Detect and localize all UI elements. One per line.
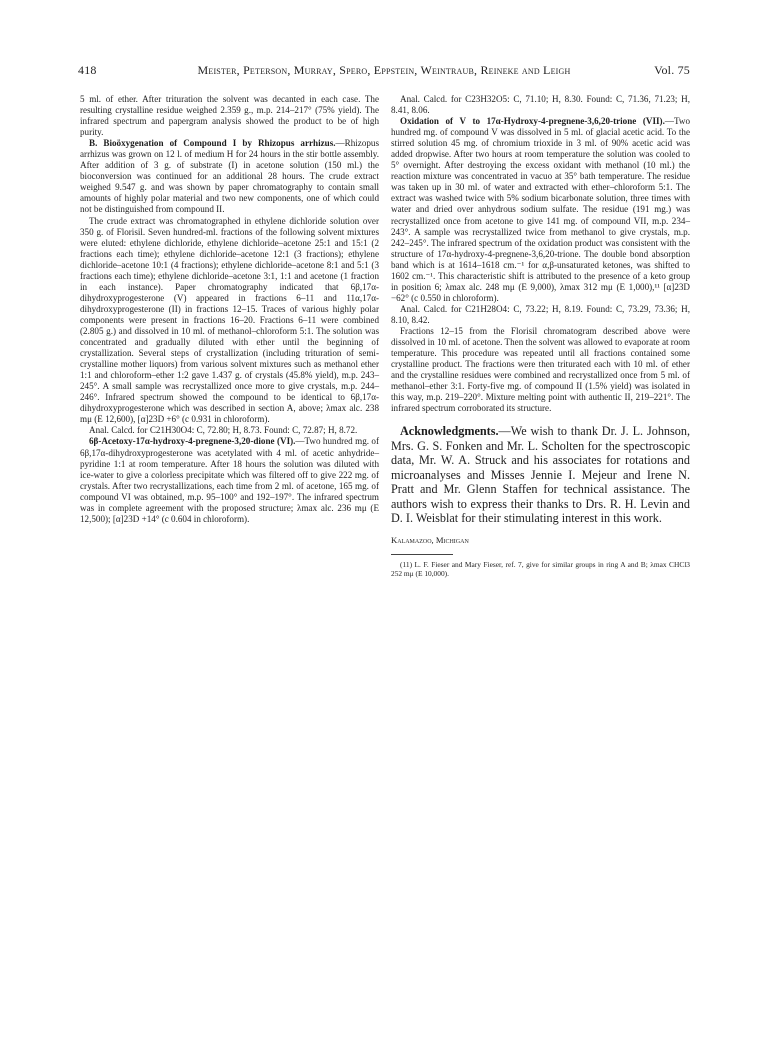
paragraph-biooxygenation [80, 138, 379, 215]
section-heading-biooxygenation: B. Bioöxygenation of Compound I by Rhizopus arrhizus. [89, 138, 336, 149]
volume-number: Vol. 75 [654, 63, 690, 77]
acetoxy-body: —Two hundred mg. of 6β,17α-dihydroxyprogesterone was acetylated with 4 ml. of acetic anhydride–pyridine 1:1 at room temperature. After 18 hours the solution was diluted with ice-water to give a colorless precipitate which was filtered off to give 222 mg. of crystals. After two recrystallizations, each time from 2 ml. of acetone, 165 mg. of compound VI was obtained, m.p. 95–100° and 192–197°. The infrared spectrum was in complete agreement with the proposed structure; λmax alc. 236 mμ (E 12,500); [α]23D +14° (c 0.604 in chloroform). [80, 436, 379, 524]
paragraph-analysis-vi: Anal. Calcd. for C23H32O5: C, 71.10; H, 8.30. Found: C, 71.36, 71.23; H, 8.41, 8.06. [391, 94, 690, 116]
acknowledgments-heading: Acknowledgments. [400, 424, 499, 439]
left-column [80, 94, 379, 525]
paragraph-analysis-vii: Anal. Calcd. for C21H28O4: C, 73.22; H, 8.19. Found: C, 73.29, 73.36; H, 8.10, 8.42. [391, 303, 690, 325]
acknowledgments [391, 424, 690, 526]
running-header [78, 63, 690, 79]
footnote-rule [391, 554, 453, 555]
paragraph-oxidation [391, 116, 690, 304]
paragraph-chromatography: The crude extract was chromatographed in ethylene dichloride solution over 350 g. of Florisil. Seven hundred-ml. fractions of the following solvent mixtures were eluted: ethylene dichloride, ethylene dichloride–acetone 25:1 and 15:1 (2 fractions each time); ethylene dichloride–acetone 12:1 (3 fractions); ethylene dichloride–acetone 10:1 (4 fractions); ethylene dichloride–acetone 8:1 and 5:1 (3 fractions each time); ethylene dichloride–acetone 3:1, 1:1 and acetone (1 fraction in each instance). Paper chromatography indicated that 6β,17α-dihydroxyprogesterone (V) appeared in fractions 6–11 and 11α,17α-dihydroxyprogesterone (II) in fractions 12–15. Traces of various highly polar components were present in fractions 16–20. Fractions 6–11 were combined (2.805 g.) and dissolved in 10 ml. of methanol–chloroform 5:1. The solution was concentrated and gradually diluted with ether until the beginning of crystallization. Several steps of crystallization (including trituration of semi-crystalline mother liquors) from various solvent mixtures such as methanol ether 1:1 and chloroform–ether 1:2 gave 1.437 g. of crystals (45.8% yield), m.p. 243–245°. A small sample was recrystallized once more to give crystals, m.p. 244–246°. Infrared spectrum showed the compound to be identical to 6β,17α-dihydroxyprogesterone which was described in section A, above; λmax alc. 238 mμ (E 12,600), [α]23D +6° (c 0.931 in chloroform). [80, 215, 379, 425]
oxidation-body: —Two hundred mg. of compound V was dissolved in 5 ml. of glacial acetic acid. To the stirred solution 45 mg. of chromium trioxide in 3 ml. of 90% acetic acid was added dropwise. After two hours at room temperature the solution was cooled to 5° overnight. After destroying the excess oxidant with methanol (10 ml.) the reaction mixture was concentrated in vacuo at 35° bath temperature. The residue was taken up in 30 ml. of water and extracted with ether–chloroform 5:1. The extract was washed twice with 5% sodium bicarbonate solution, three times with water and dried over anhydrous sodium sulfate. The residue (191 mg.) was recrystallized once from acetone to give 141 mg. of compound VII, m.p. 234–243°. A sample was recrystallized twice from methanol to give crystals, m.p. 242–245°. The infrared spectrum of the oxidation product was consistent with the structure of 17α-hydroxy-4-pregnene-3,6,20-trione. The double bond absorption band which is at 1614–1618 cm.⁻¹ for α,β-unsaturated ketones, was shifted to 1602 cm.⁻¹. This characteristic shift is attributed to the presence of a keto group in position 6; λmax alc. 248 mμ (E 9,000), λmax 312 mμ (E 1,000),¹¹ [α]23D −62° (c 0.550 in chloroform). [391, 116, 690, 303]
footnote-11: (11) L. F. Fieser and Mary Fieser, ref. 7, give for similar groups in ring A and B; λmax CHCl3 252 mμ (E 10,000). [391, 559, 690, 579]
section-heading-oxidation: Oxidation of V to 17α-Hydroxy-4-pregnene-3,6,20-trione (VII). [400, 116, 665, 127]
affiliation: Kalamazoo, Michigan [391, 534, 469, 545]
right-column [391, 94, 690, 579]
paragraph-florisil-fractions: Fractions 12–15 from the Florisil chromatogram described above were dissolved in 10 ml. of acetone. Then the solvent was allowed to evaporate at room temperature. This procedure was repeated until all fractions contained some crystalline product. The fractions were then triturated each with 10 ml. of ether and the crystalline residues were combined and recrystallized once from 5 ml. of methanol–ether 3:1. Forty-five mg. of compound II (1.5% yield) was isolated in this way, m.p. 219–220°. Mixture melting point with authentic II, 219–221°. The infrared spectrum corroborated its structure. [391, 325, 690, 414]
paragraph-product-purity: 5 ml. of ether. After trituration the solvent was decanted in each case. The resulting crystalline residue weighed 2.359 g., m.p. 214–217° (75% yield). The infrared spectrum and papergram analysis showed the product to be of high purity. [80, 94, 379, 138]
page-number: 418 [78, 63, 97, 77]
paragraph-acetoxy [80, 436, 379, 524]
paragraph-analysis-v: Anal. Calcd. for C21H30O4: C, 72.80; H, 8.73. Found: C, 72.87; H, 8.72. [89, 425, 358, 436]
running-author-list: Meister, Peterson, Murray, Spero, Eppstein, Weintraub, Reineke and Leigh [197, 63, 571, 77]
section-heading-acetoxy: 6β-Acetoxy-17α-hydroxy-4-pregnene-3,20-dione (VI). [89, 436, 296, 447]
biooxygenation-body: —Rhizopus arrhizus was grown on 12 l. of medium H for 24 hours in the stir bottle assembly. After addition of 3 g. of substrate (I) in acetone solution (150 ml.) the bioconversion was continued for an additional 28 hours. The crude extract weighed 9.547 g. and was shown by paper chromatography to contain small amounts of highly polar material and two new components, one of which could not be distinguished from compound II. [80, 138, 379, 215]
acknowledgments-body: —We wish to thank Dr. J. L. Johnson, Mrs. G. S. Fonken and Mr. L. Scholten for the spectroscopic data, Mr. W. A. Struck and his associates for rotations and microanalyses and Misses Jennie I. Mejeur and Irene N. Pratt and Mr. Glenn Staffen for technical assistance. The authors wish to express their thanks to Drs. R. H. Levin and D. I. Weisblat for their stimulating interest in this work. [391, 424, 690, 526]
